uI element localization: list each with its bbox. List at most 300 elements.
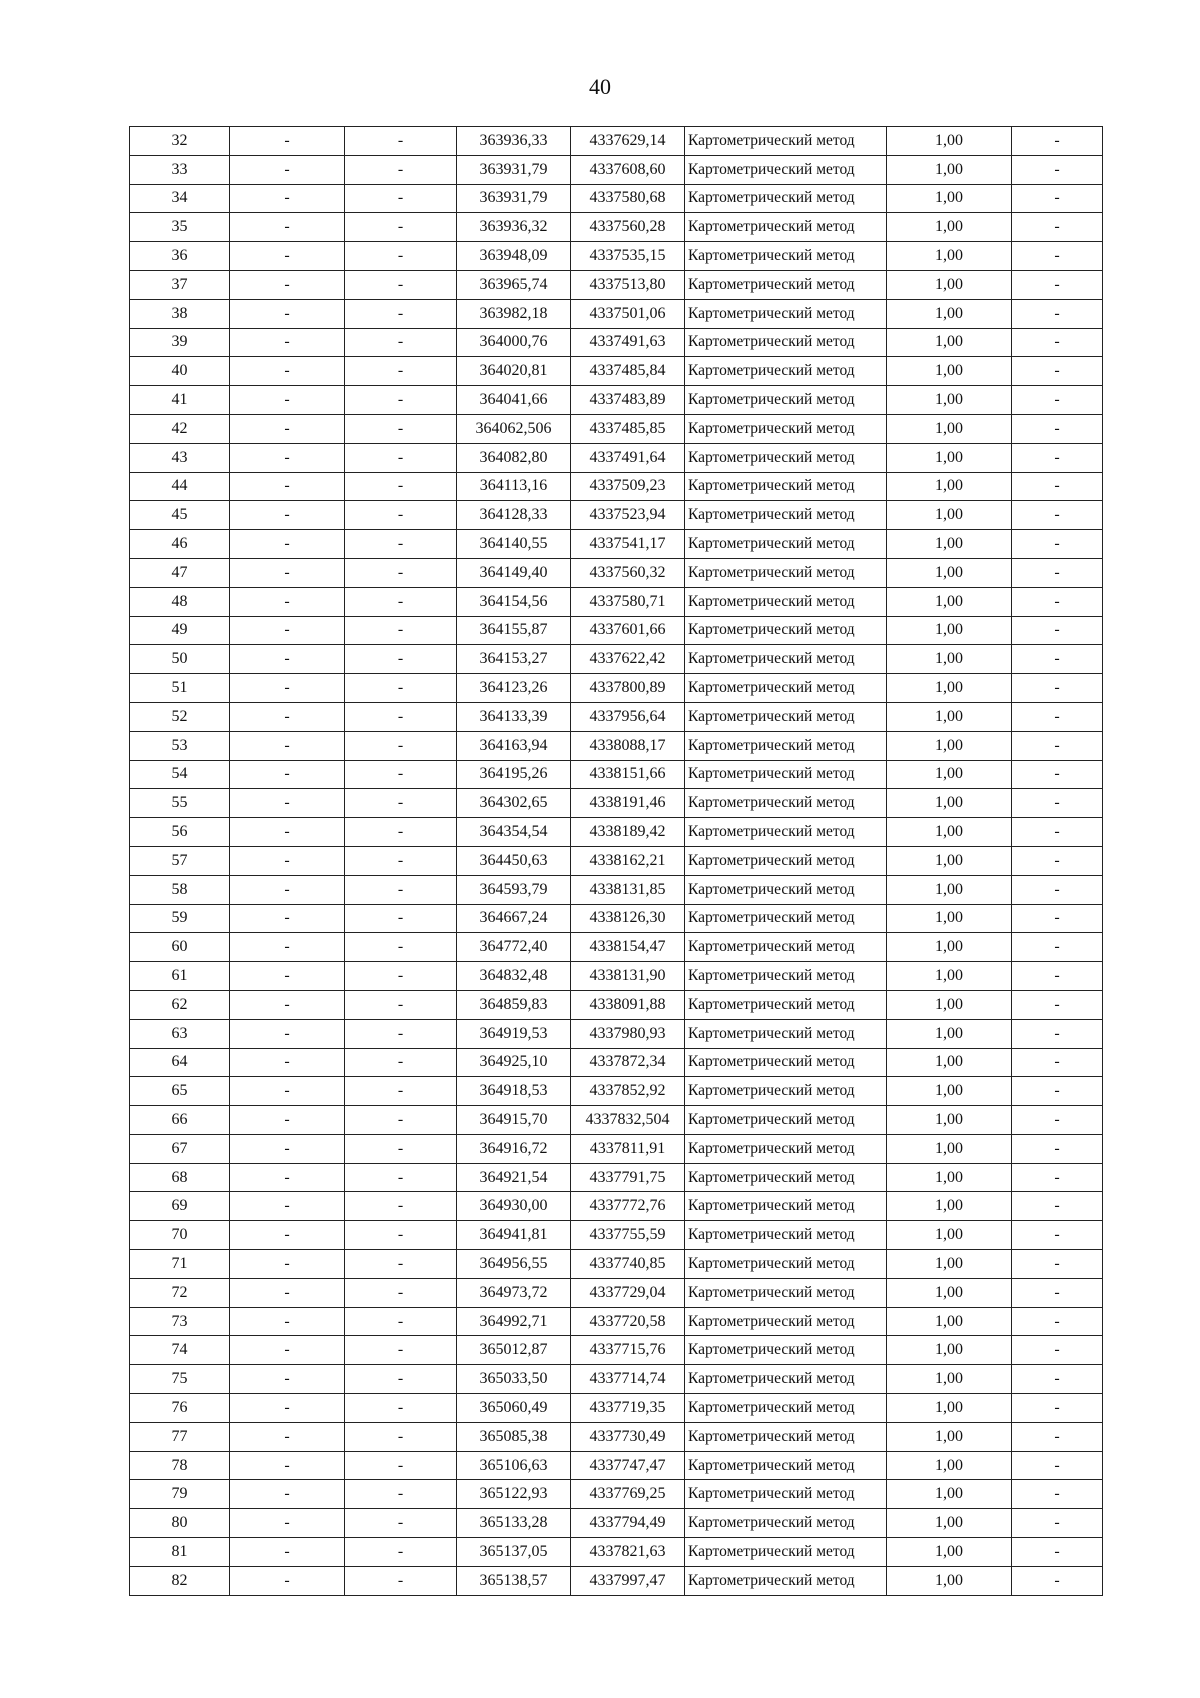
description-cell: - bbox=[1012, 530, 1103, 559]
old-y-cell: - bbox=[345, 1394, 457, 1423]
old-y-cell: - bbox=[345, 328, 457, 357]
point-number-cell: 66 bbox=[130, 1106, 230, 1135]
x-coordinate-cell: 364992,71 bbox=[457, 1307, 571, 1336]
old-y-cell: - bbox=[345, 357, 457, 386]
method-cell: Картометрический метод bbox=[685, 530, 887, 559]
y-coordinate-cell: 4337852,92 bbox=[571, 1077, 685, 1106]
description-cell: - bbox=[1012, 962, 1103, 991]
old-y-cell: - bbox=[345, 818, 457, 847]
old-y-cell: - bbox=[345, 1538, 457, 1567]
y-coordinate-cell: 4337501,06 bbox=[571, 299, 685, 328]
point-number-cell: 77 bbox=[130, 1422, 230, 1451]
old-y-cell: - bbox=[345, 990, 457, 1019]
y-coordinate-cell: 4337485,84 bbox=[571, 357, 685, 386]
table-row bbox=[130, 1192, 1103, 1221]
table-row bbox=[130, 1509, 1103, 1538]
y-coordinate-cell: 4337580,68 bbox=[571, 184, 685, 213]
table-row bbox=[130, 328, 1103, 357]
description-cell: - bbox=[1012, 155, 1103, 184]
old-x-cell: - bbox=[230, 731, 345, 760]
point-number-cell: 43 bbox=[130, 443, 230, 472]
table-row bbox=[130, 386, 1103, 415]
table-row bbox=[130, 1278, 1103, 1307]
description-cell: - bbox=[1012, 501, 1103, 530]
old-y-cell: - bbox=[345, 789, 457, 818]
description-cell: - bbox=[1012, 127, 1103, 156]
point-number-cell: 34 bbox=[130, 184, 230, 213]
y-coordinate-cell: 4337608,60 bbox=[571, 155, 685, 184]
method-cell: Картометрический метод bbox=[685, 1048, 887, 1077]
point-number-cell: 56 bbox=[130, 818, 230, 847]
method-cell: Картометрический метод bbox=[685, 846, 887, 875]
description-cell: - bbox=[1012, 1192, 1103, 1221]
x-coordinate-cell: 365133,28 bbox=[457, 1509, 571, 1538]
table-row bbox=[130, 674, 1103, 703]
x-coordinate-cell: 363931,79 bbox=[457, 155, 571, 184]
table-row bbox=[130, 242, 1103, 271]
description-cell: - bbox=[1012, 1422, 1103, 1451]
old-y-cell: - bbox=[345, 127, 457, 156]
old-y-cell: - bbox=[345, 501, 457, 530]
old-x-cell: - bbox=[230, 328, 345, 357]
description-cell: - bbox=[1012, 760, 1103, 789]
table-row bbox=[130, 1336, 1103, 1365]
x-coordinate-cell: 364973,72 bbox=[457, 1278, 571, 1307]
description-cell: - bbox=[1012, 242, 1103, 271]
accuracy-cell: 1,00 bbox=[887, 962, 1012, 991]
x-coordinate-cell: 364354,54 bbox=[457, 818, 571, 847]
old-x-cell: - bbox=[230, 1480, 345, 1509]
old-y-cell: - bbox=[345, 702, 457, 731]
x-coordinate-cell: 364921,54 bbox=[457, 1163, 571, 1192]
accuracy-cell: 1,00 bbox=[887, 1538, 1012, 1567]
old-y-cell: - bbox=[345, 674, 457, 703]
method-cell: Картометрический метод bbox=[685, 443, 887, 472]
table-row bbox=[130, 558, 1103, 587]
y-coordinate-cell: 4337580,71 bbox=[571, 587, 685, 616]
old-y-cell: - bbox=[345, 962, 457, 991]
point-number-cell: 41 bbox=[130, 386, 230, 415]
method-cell: Картометрический метод bbox=[685, 213, 887, 242]
description-cell: - bbox=[1012, 184, 1103, 213]
accuracy-cell: 1,00 bbox=[887, 242, 1012, 271]
old-x-cell: - bbox=[230, 184, 345, 213]
y-coordinate-cell: 4337729,04 bbox=[571, 1278, 685, 1307]
accuracy-cell: 1,00 bbox=[887, 501, 1012, 530]
old-x-cell: - bbox=[230, 587, 345, 616]
description-cell: - bbox=[1012, 1077, 1103, 1106]
old-x-cell: - bbox=[230, 1422, 345, 1451]
method-cell: Картометрический метод bbox=[685, 674, 887, 703]
old-y-cell: - bbox=[345, 760, 457, 789]
point-number-cell: 35 bbox=[130, 213, 230, 242]
old-y-cell: - bbox=[345, 1307, 457, 1336]
method-cell: Картометрический метод bbox=[685, 501, 887, 530]
point-number-cell: 70 bbox=[130, 1221, 230, 1250]
old-y-cell: - bbox=[345, 530, 457, 559]
method-cell: Картометрический метод bbox=[685, 933, 887, 962]
description-cell: - bbox=[1012, 1048, 1103, 1077]
accuracy-cell: 1,00 bbox=[887, 1048, 1012, 1077]
x-coordinate-cell: 364123,26 bbox=[457, 674, 571, 703]
old-x-cell: - bbox=[230, 155, 345, 184]
x-coordinate-cell: 364859,83 bbox=[457, 990, 571, 1019]
point-number-cell: 36 bbox=[130, 242, 230, 271]
point-number-cell: 53 bbox=[130, 731, 230, 760]
x-coordinate-cell: 363965,74 bbox=[457, 270, 571, 299]
method-cell: Картометрический метод bbox=[685, 731, 887, 760]
point-number-cell: 37 bbox=[130, 270, 230, 299]
old-x-cell: - bbox=[230, 990, 345, 1019]
method-cell: Картометрический метод bbox=[685, 1192, 887, 1221]
table-row bbox=[130, 501, 1103, 530]
x-coordinate-cell: 364302,65 bbox=[457, 789, 571, 818]
old-x-cell: - bbox=[230, 1365, 345, 1394]
table-row bbox=[130, 1077, 1103, 1106]
y-coordinate-cell: 4337997,47 bbox=[571, 1566, 685, 1595]
x-coordinate-cell: 364195,26 bbox=[457, 760, 571, 789]
point-number-cell: 54 bbox=[130, 760, 230, 789]
point-number-cell: 68 bbox=[130, 1163, 230, 1192]
point-number-cell: 44 bbox=[130, 472, 230, 501]
old-y-cell: - bbox=[345, 1480, 457, 1509]
old-y-cell: - bbox=[345, 299, 457, 328]
old-x-cell: - bbox=[230, 558, 345, 587]
accuracy-cell: 1,00 bbox=[887, 789, 1012, 818]
x-coordinate-cell: 364082,80 bbox=[457, 443, 571, 472]
old-x-cell: - bbox=[230, 933, 345, 962]
old-x-cell: - bbox=[230, 530, 345, 559]
method-cell: Картометрический метод bbox=[685, 1307, 887, 1336]
description-cell: - bbox=[1012, 933, 1103, 962]
method-cell: Картометрический метод bbox=[685, 386, 887, 415]
x-coordinate-cell: 365122,93 bbox=[457, 1480, 571, 1509]
old-y-cell: - bbox=[345, 1278, 457, 1307]
x-coordinate-cell: 365137,05 bbox=[457, 1538, 571, 1567]
old-x-cell: - bbox=[230, 846, 345, 875]
x-coordinate-cell: 365085,38 bbox=[457, 1422, 571, 1451]
y-coordinate-cell: 4337755,59 bbox=[571, 1221, 685, 1250]
point-number-cell: 78 bbox=[130, 1451, 230, 1480]
old-x-cell: - bbox=[230, 1394, 345, 1423]
point-number-cell: 45 bbox=[130, 501, 230, 530]
method-cell: Картометрический метод bbox=[685, 184, 887, 213]
accuracy-cell: 1,00 bbox=[887, 1163, 1012, 1192]
x-coordinate-cell: 364041,66 bbox=[457, 386, 571, 415]
method-cell: Картометрический метод bbox=[685, 990, 887, 1019]
old-y-cell: - bbox=[345, 1077, 457, 1106]
x-coordinate-cell: 363982,18 bbox=[457, 299, 571, 328]
accuracy-cell: 1,00 bbox=[887, 846, 1012, 875]
description-cell: - bbox=[1012, 386, 1103, 415]
old-x-cell: - bbox=[230, 1566, 345, 1595]
accuracy-cell: 1,00 bbox=[887, 1394, 1012, 1423]
method-cell: Картометрический метод bbox=[685, 1106, 887, 1135]
method-cell: Картометрический метод bbox=[685, 558, 887, 587]
x-coordinate-cell: 364919,53 bbox=[457, 1019, 571, 1048]
y-coordinate-cell: 4338091,88 bbox=[571, 990, 685, 1019]
point-number-cell: 71 bbox=[130, 1250, 230, 1279]
point-number-cell: 32 bbox=[130, 127, 230, 156]
old-y-cell: - bbox=[345, 1509, 457, 1538]
old-x-cell: - bbox=[230, 472, 345, 501]
y-coordinate-cell: 4337629,14 bbox=[571, 127, 685, 156]
description-cell: - bbox=[1012, 1106, 1103, 1135]
point-number-cell: 46 bbox=[130, 530, 230, 559]
y-coordinate-cell: 4337720,58 bbox=[571, 1307, 685, 1336]
method-cell: Картометрический метод bbox=[685, 357, 887, 386]
old-x-cell: - bbox=[230, 760, 345, 789]
table-row bbox=[130, 299, 1103, 328]
old-x-cell: - bbox=[230, 702, 345, 731]
table-row bbox=[130, 789, 1103, 818]
y-coordinate-cell: 4337622,42 bbox=[571, 645, 685, 674]
old-y-cell: - bbox=[345, 1365, 457, 1394]
method-cell: Картометрический метод bbox=[685, 127, 887, 156]
y-coordinate-cell: 4338162,21 bbox=[571, 846, 685, 875]
method-cell: Картометрический метод bbox=[685, 155, 887, 184]
method-cell: Картометрический метод bbox=[685, 1278, 887, 1307]
description-cell: - bbox=[1012, 270, 1103, 299]
old-y-cell: - bbox=[345, 1566, 457, 1595]
description-cell: - bbox=[1012, 789, 1103, 818]
old-x-cell: - bbox=[230, 1538, 345, 1567]
table-row bbox=[130, 990, 1103, 1019]
old-y-cell: - bbox=[345, 1221, 457, 1250]
old-x-cell: - bbox=[230, 904, 345, 933]
old-x-cell: - bbox=[230, 789, 345, 818]
old-x-cell: - bbox=[230, 674, 345, 703]
description-cell: - bbox=[1012, 1221, 1103, 1250]
point-number-cell: 40 bbox=[130, 357, 230, 386]
table-row bbox=[130, 846, 1103, 875]
accuracy-cell: 1,00 bbox=[887, 472, 1012, 501]
y-coordinate-cell: 4337980,93 bbox=[571, 1019, 685, 1048]
old-x-cell: - bbox=[230, 357, 345, 386]
table-row bbox=[130, 1048, 1103, 1077]
accuracy-cell: 1,00 bbox=[887, 270, 1012, 299]
description-cell: - bbox=[1012, 1163, 1103, 1192]
point-number-cell: 67 bbox=[130, 1134, 230, 1163]
point-number-cell: 33 bbox=[130, 155, 230, 184]
old-y-cell: - bbox=[345, 904, 457, 933]
y-coordinate-cell: 4337601,66 bbox=[571, 616, 685, 645]
description-cell: - bbox=[1012, 1480, 1103, 1509]
y-coordinate-cell: 4337730,49 bbox=[571, 1422, 685, 1451]
description-cell: - bbox=[1012, 1365, 1103, 1394]
x-coordinate-cell: 364153,27 bbox=[457, 645, 571, 674]
coordinates-table-body bbox=[130, 127, 1103, 1596]
point-number-cell: 62 bbox=[130, 990, 230, 1019]
old-y-cell: - bbox=[345, 1422, 457, 1451]
method-cell: Картометрический метод bbox=[685, 645, 887, 674]
table-row bbox=[130, 1106, 1103, 1135]
y-coordinate-cell: 4338191,46 bbox=[571, 789, 685, 818]
x-coordinate-cell: 364149,40 bbox=[457, 558, 571, 587]
table-row bbox=[130, 530, 1103, 559]
table-row bbox=[130, 357, 1103, 386]
accuracy-cell: 1,00 bbox=[887, 990, 1012, 1019]
accuracy-cell: 1,00 bbox=[887, 1365, 1012, 1394]
point-number-cell: 64 bbox=[130, 1048, 230, 1077]
x-coordinate-cell: 365033,50 bbox=[457, 1365, 571, 1394]
point-number-cell: 59 bbox=[130, 904, 230, 933]
description-cell: - bbox=[1012, 213, 1103, 242]
method-cell: Картометрический метод bbox=[685, 587, 887, 616]
y-coordinate-cell: 4338154,47 bbox=[571, 933, 685, 962]
y-coordinate-cell: 4338131,90 bbox=[571, 962, 685, 991]
y-coordinate-cell: 4337719,35 bbox=[571, 1394, 685, 1423]
description-cell: - bbox=[1012, 558, 1103, 587]
method-cell: Картометрический метод bbox=[685, 875, 887, 904]
method-cell: Картометрический метод bbox=[685, 299, 887, 328]
table-row bbox=[130, 1134, 1103, 1163]
method-cell: Картометрический метод bbox=[685, 1134, 887, 1163]
old-y-cell: - bbox=[345, 1192, 457, 1221]
description-cell: - bbox=[1012, 846, 1103, 875]
accuracy-cell: 1,00 bbox=[887, 645, 1012, 674]
y-coordinate-cell: 4337485,85 bbox=[571, 414, 685, 443]
point-number-cell: 52 bbox=[130, 702, 230, 731]
old-x-cell: - bbox=[230, 962, 345, 991]
method-cell: Картометрический метод bbox=[685, 1019, 887, 1048]
old-y-cell: - bbox=[345, 414, 457, 443]
point-number-cell: 51 bbox=[130, 674, 230, 703]
old-y-cell: - bbox=[345, 1163, 457, 1192]
old-x-cell: - bbox=[230, 1250, 345, 1279]
accuracy-cell: 1,00 bbox=[887, 1221, 1012, 1250]
y-coordinate-cell: 4337740,85 bbox=[571, 1250, 685, 1279]
x-coordinate-cell: 364020,81 bbox=[457, 357, 571, 386]
x-coordinate-cell: 364956,55 bbox=[457, 1250, 571, 1279]
table-row bbox=[130, 1538, 1103, 1567]
y-coordinate-cell: 4337535,15 bbox=[571, 242, 685, 271]
old-y-cell: - bbox=[345, 1336, 457, 1365]
description-cell: - bbox=[1012, 1336, 1103, 1365]
old-x-cell: - bbox=[230, 1278, 345, 1307]
method-cell: Картометрический метод bbox=[685, 904, 887, 933]
x-coordinate-cell: 364163,94 bbox=[457, 731, 571, 760]
table-row bbox=[130, 1250, 1103, 1279]
method-cell: Картометрический метод bbox=[685, 1509, 887, 1538]
old-y-cell: - bbox=[345, 645, 457, 674]
table-row bbox=[130, 702, 1103, 731]
y-coordinate-cell: 4337811,91 bbox=[571, 1134, 685, 1163]
old-y-cell: - bbox=[345, 184, 457, 213]
y-coordinate-cell: 4338088,17 bbox=[571, 731, 685, 760]
accuracy-cell: 1,00 bbox=[887, 328, 1012, 357]
old-y-cell: - bbox=[345, 1451, 457, 1480]
accuracy-cell: 1,00 bbox=[887, 1451, 1012, 1480]
point-number-cell: 65 bbox=[130, 1077, 230, 1106]
x-coordinate-cell: 365106,63 bbox=[457, 1451, 571, 1480]
description-cell: - bbox=[1012, 1134, 1103, 1163]
description-cell: - bbox=[1012, 616, 1103, 645]
method-cell: Картометрический метод bbox=[685, 760, 887, 789]
x-coordinate-cell: 364140,55 bbox=[457, 530, 571, 559]
method-cell: Картометрический метод bbox=[685, 789, 887, 818]
table-row bbox=[130, 472, 1103, 501]
old-x-cell: - bbox=[230, 616, 345, 645]
accuracy-cell: 1,00 bbox=[887, 299, 1012, 328]
point-number-cell: 61 bbox=[130, 962, 230, 991]
table-row bbox=[130, 731, 1103, 760]
table-row bbox=[130, 1566, 1103, 1595]
old-y-cell: - bbox=[345, 443, 457, 472]
old-y-cell: - bbox=[345, 558, 457, 587]
accuracy-cell: 1,00 bbox=[887, 558, 1012, 587]
old-x-cell: - bbox=[230, 1106, 345, 1135]
point-number-cell: 82 bbox=[130, 1566, 230, 1595]
description-cell: - bbox=[1012, 1278, 1103, 1307]
table-row bbox=[130, 270, 1103, 299]
old-x-cell: - bbox=[230, 270, 345, 299]
table-row bbox=[130, 1307, 1103, 1336]
table-row bbox=[130, 818, 1103, 847]
x-coordinate-cell: 365060,49 bbox=[457, 1394, 571, 1423]
y-coordinate-cell: 4337541,17 bbox=[571, 530, 685, 559]
point-number-cell: 50 bbox=[130, 645, 230, 674]
accuracy-cell: 1,00 bbox=[887, 674, 1012, 703]
description-cell: - bbox=[1012, 674, 1103, 703]
old-y-cell: - bbox=[345, 1019, 457, 1048]
x-coordinate-cell: 364916,72 bbox=[457, 1134, 571, 1163]
point-number-cell: 80 bbox=[130, 1509, 230, 1538]
table-row bbox=[130, 1451, 1103, 1480]
old-x-cell: - bbox=[230, 386, 345, 415]
table-row bbox=[130, 933, 1103, 962]
x-coordinate-cell: 363936,32 bbox=[457, 213, 571, 242]
description-cell: - bbox=[1012, 645, 1103, 674]
old-x-cell: - bbox=[230, 1134, 345, 1163]
x-coordinate-cell: 364128,33 bbox=[457, 501, 571, 530]
x-coordinate-cell: 364000,76 bbox=[457, 328, 571, 357]
point-number-cell: 39 bbox=[130, 328, 230, 357]
description-cell: - bbox=[1012, 1250, 1103, 1279]
x-coordinate-cell: 364155,87 bbox=[457, 616, 571, 645]
point-number-cell: 75 bbox=[130, 1365, 230, 1394]
x-coordinate-cell: 364593,79 bbox=[457, 875, 571, 904]
accuracy-cell: 1,00 bbox=[887, 414, 1012, 443]
y-coordinate-cell: 4337714,74 bbox=[571, 1365, 685, 1394]
accuracy-cell: 1,00 bbox=[887, 1019, 1012, 1048]
old-x-cell: - bbox=[230, 414, 345, 443]
old-x-cell: - bbox=[230, 213, 345, 242]
x-coordinate-cell: 364925,10 bbox=[457, 1048, 571, 1077]
x-coordinate-cell: 364941,81 bbox=[457, 1221, 571, 1250]
accuracy-cell: 1,00 bbox=[887, 1480, 1012, 1509]
description-cell: - bbox=[1012, 472, 1103, 501]
y-coordinate-cell: 4337715,76 bbox=[571, 1336, 685, 1365]
old-x-cell: - bbox=[230, 1077, 345, 1106]
accuracy-cell: 1,00 bbox=[887, 1509, 1012, 1538]
x-coordinate-cell: 364915,70 bbox=[457, 1106, 571, 1135]
point-number-cell: 42 bbox=[130, 414, 230, 443]
y-coordinate-cell: 4337791,75 bbox=[571, 1163, 685, 1192]
accuracy-cell: 1,00 bbox=[887, 1307, 1012, 1336]
point-number-cell: 79 bbox=[130, 1480, 230, 1509]
point-number-cell: 38 bbox=[130, 299, 230, 328]
accuracy-cell: 1,00 bbox=[887, 1566, 1012, 1595]
y-coordinate-cell: 4337821,63 bbox=[571, 1538, 685, 1567]
point-number-cell: 81 bbox=[130, 1538, 230, 1567]
y-coordinate-cell: 4337872,34 bbox=[571, 1048, 685, 1077]
coordinates-table bbox=[129, 126, 1103, 1596]
description-cell: - bbox=[1012, 328, 1103, 357]
description-cell: - bbox=[1012, 1566, 1103, 1595]
accuracy-cell: 1,00 bbox=[887, 443, 1012, 472]
x-coordinate-cell: 364930,00 bbox=[457, 1192, 571, 1221]
